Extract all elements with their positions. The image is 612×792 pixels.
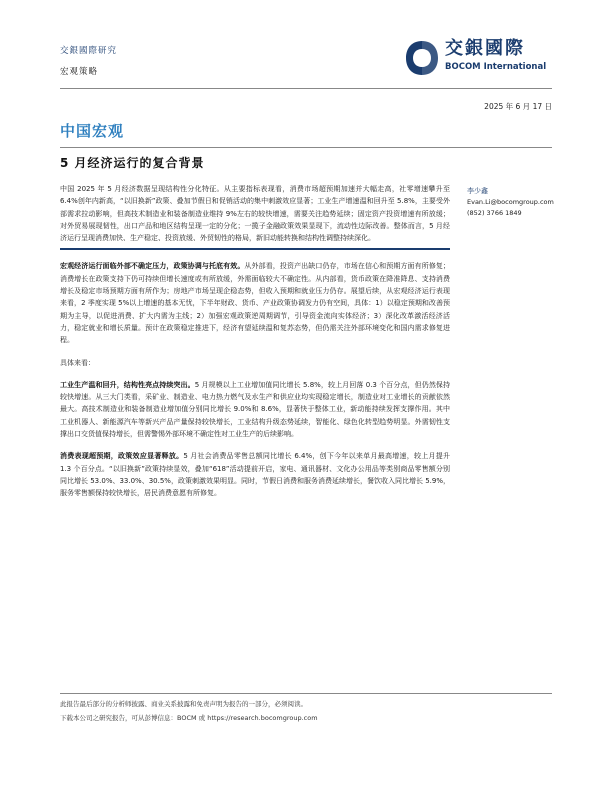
org-line: 交銀國際研究 bbox=[60, 46, 118, 56]
paragraph-consumption bbox=[60, 450, 450, 499]
sub-heading: 具体来看： bbox=[60, 358, 95, 367]
paragraph-lead: 消费表现超预期，政策效应显著释放。 bbox=[60, 452, 184, 461]
bocom-logo bbox=[403, 38, 575, 78]
logo-english-name: BOCOM International bbox=[445, 62, 547, 72]
paragraph-industrial bbox=[60, 379, 450, 440]
category-label: 宏观策略 bbox=[60, 67, 99, 77]
footer-disclaimer: 此报告最后部分的分析师披露、商业关系披露和免责声明为报告的一部分，必须阅读。 bbox=[60, 700, 307, 708]
analyst-email[interactable]: Evan.Li@bocomgroup.com bbox=[467, 198, 554, 206]
report-body bbox=[60, 183, 450, 510]
header-divider bbox=[60, 88, 552, 89]
report-title: 5 月经济运行的复合背景 bbox=[60, 156, 205, 170]
paragraph-body: 从外部看，投资产出缺口仍存，市场在信心和预期方面有所修复；消费增长在政策支持下仍可持续但增长速度或有所放缓，外需面临较大不确定性。从内部看，货币政策在降准降息、支持消费增长及稳定市场预期方面有所作为；房地产市场呈现企稳态势，但收入预期和就业压力仍存。展望后续，从宏观经济运行表现来看，2 季度实现 5%以上增速的基本无忧，下半年财政、货币、产业政策协调发力仍有空间，具体：1）以稳定预期和改善预期为主导，以促进消费、扩大内需为主线；2）加强宏观政策逆周期调节，引导资金流向实体经济；3）深化改革激活经济活力，稳定就业和增长质量。预计在政策稳定推进下，经济有望延续温和复苏态势，但仍需关注外部环境变化和国内需求修复进程。 bbox=[60, 262, 451, 345]
paragraph-lead: 宏观经济运行面临外部不确定压力，政策协调与托底有效。 bbox=[60, 262, 245, 271]
summary-paragraph: 中国 2025 年 5 月经济数据呈现结构性分化特征。从主要指标表现看，消费市场超预期加速并大幅走高，社零增速攀升至 6.4%创年内新高，“以旧换新”政策、叠加节假日和促销活动的集中刺激效应显著；工业生产增速温和回升至 5.8%，主要受外部需求拉动影响，但高技术制造业和装备制造业维持 9%左右的较快增速，需要关注趋势延续；固定资产投资增速有所放缓；对外贸易展现韧性，出口产品和地区结构呈现一定的分化；一揽子金融政策效果显现下，流动性边际改善。整体而言，5 月经济运行呈现消费加快、生产稳定、投资放缓、外贸韧性的格局，新旧动能转换和结构性调整持续深化。 bbox=[60, 183, 450, 250]
footer-divider bbox=[60, 693, 552, 694]
section-title: 中国宏观 bbox=[60, 122, 125, 140]
analyst-name: 李少鑫 bbox=[467, 187, 488, 195]
report-date: 2025 年 6 月 17 日 bbox=[484, 102, 552, 111]
analyst-phone: (852) 3766 1849 bbox=[467, 209, 522, 217]
title-divider bbox=[60, 147, 552, 148]
logo-chinese-name: 交銀國際 bbox=[445, 38, 525, 59]
paragraph-body: 5 月规模以上工业增加值同比增长 5.8%，较上月回落 0.3 个百分点，但仍然保持较快增速。从三大门类看，采矿业、制造业、电力热力燃气及水生产和供应业均实现稳定增长，制造业对工业增长的贡献依然最大。高技术制造业和装备制造业增加值分别同比增长 9.0%和 8.6%，显著快于整体工业，新动能持续发挥支撑作用。其中工业机器人、新能源汽车等新兴产品产量保持较快增长，工业结构升级态势延续，智能化、绿色化转型趋势明显。外需韧性支撑出口交货值保持增长，但需警惕外部环境不确定性对工业生产的后续影响。 bbox=[60, 380, 450, 439]
paragraph-lead: 工业生产温和回升，结构性亮点持续突出。 bbox=[60, 380, 195, 389]
header-left bbox=[60, 44, 117, 77]
footer-download-note[interactable]: 下载本公司之研究报告，可从彭博信息：BOCM 或 https://research.bocomgroup.com bbox=[60, 714, 318, 722]
paragraph-macro-outlook bbox=[60, 260, 450, 346]
analyst-panel bbox=[467, 186, 562, 219]
paragraph-body: 5 月社会消费品零售总额同比增长 6.4%，创下今年以来单月最高增速，较上月提升 1.3 个百分点。“以旧换新”政策持续显效，叠加“618”活动提前开启，家电、通讯器材、文化办公用品等类别商品零售额分别同比增长 53.0%、33.0%、30.5%，政策刺激效果明显。同时，节假日消费和服务消费延续增长，餐饮收入同比增长 5.9%，服务零售额保持较快增长，居民消费意愿有所修复。 bbox=[60, 452, 451, 498]
bocom-emblem-icon bbox=[403, 38, 441, 78]
